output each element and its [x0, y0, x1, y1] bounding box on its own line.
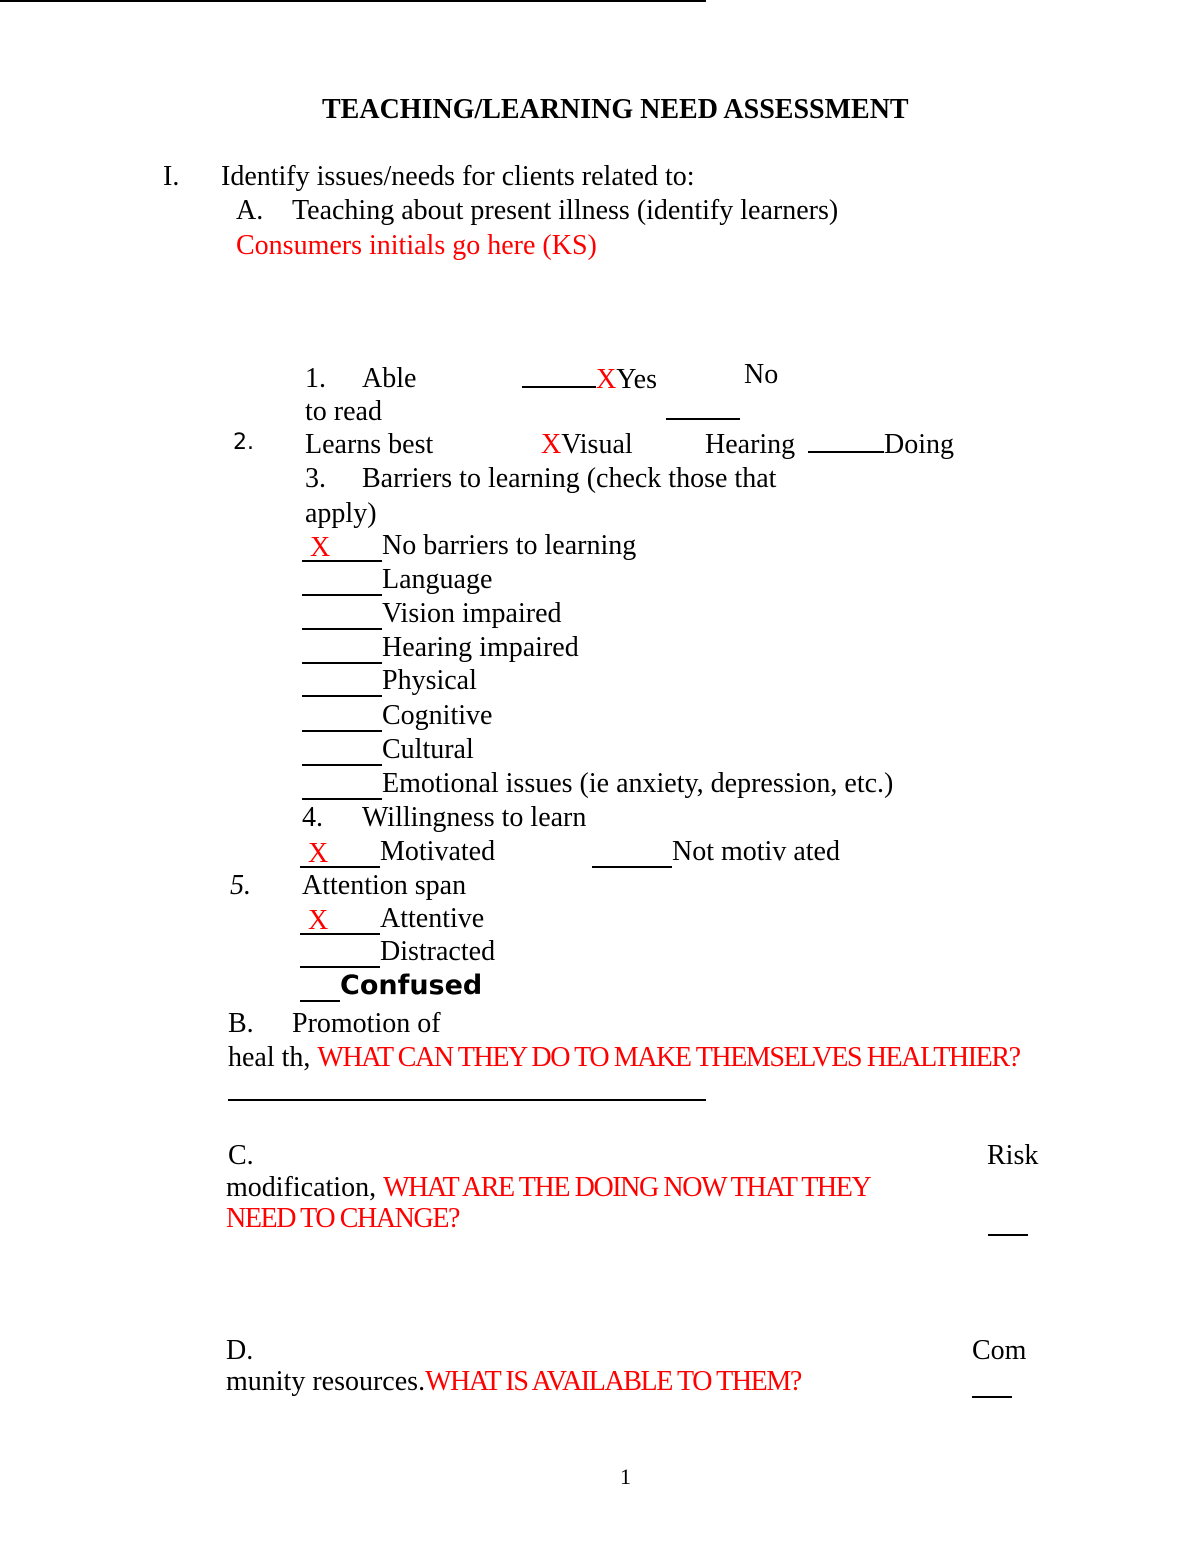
q2-doing-option: [808, 431, 954, 459]
part-d-answer-blank[interactable]: [972, 1368, 1012, 1398]
q5-attentive-label: Attentive: [380, 903, 485, 934]
q2-doing-label: Doing: [884, 429, 954, 460]
q2-hearing-label: Hearing: [705, 429, 796, 460]
q2-doing-blank[interactable]: [808, 451, 884, 453]
q2-number: 2.: [233, 430, 254, 455]
q1-label: Able: [362, 363, 417, 394]
q4-check-mark: X: [308, 838, 329, 869]
q4-motivated-label: Motivated: [380, 836, 496, 867]
barrier-label: Emotional issues (ie anxiety, depression, etc.): [382, 768, 894, 799]
q4-motivated-option: [300, 838, 495, 868]
q4-not-motivated-option: [592, 838, 840, 868]
part-c-heading: Risk: [987, 1140, 1039, 1171]
page-title: TEACHING/LEARNING NEED ASSESSMENT: [322, 94, 909, 125]
barrier-blank[interactable]: [302, 532, 382, 562]
q1-yes-option: [522, 366, 657, 394]
q4-number: 4.: [302, 802, 323, 833]
barrier-option: [302, 667, 477, 697]
part-b-heading: Promotion of: [292, 1008, 441, 1039]
barrier-blank[interactable]: [302, 736, 382, 766]
q4-not-motivated-label: Not motiv ated: [672, 836, 840, 867]
section-heading: Identify issues/needs for clients related to:: [221, 161, 695, 192]
part-b-answer-line[interactable]: [228, 1099, 706, 1101]
q5-label: Attention span: [302, 870, 467, 901]
barrier-label: Hearing impaired: [382, 632, 579, 663]
page-number: 1: [620, 1464, 631, 1489]
q3-label-cont: apply): [305, 498, 377, 529]
part-b-question: WHAT CAN THEY DO TO MAKE THEMSELVES HEALTHIER?: [317, 1042, 1020, 1073]
part-c-question-cont: NEED TO CHANGE?: [226, 1203, 460, 1234]
barrier-option: [302, 736, 474, 766]
q3-label: Barriers to learning (check those that: [362, 463, 777, 494]
part-c-label: modification,: [226, 1172, 377, 1203]
q2-check-mark: X: [541, 429, 562, 460]
q1-yes-blank[interactable]: [522, 386, 596, 388]
barrier-blank[interactable]: [302, 770, 382, 800]
part-b-label: heal th,: [228, 1042, 311, 1073]
q1-check-mark: X: [596, 364, 617, 395]
barrier-label: No barriers to learning: [382, 530, 637, 561]
barrier-option: [302, 634, 579, 664]
barrier-option: [302, 702, 492, 732]
barrier-label: Language: [382, 564, 493, 595]
q1-no-blank[interactable]: [666, 418, 740, 420]
part-d-letter: D.: [226, 1335, 254, 1366]
q5-confused-blank[interactable]: [300, 972, 340, 1002]
q5-attentive-blank[interactable]: [300, 905, 380, 935]
barrier-label: Vision impaired: [382, 598, 562, 629]
barrier-check-mark: X: [310, 532, 331, 563]
q5-confused-option: [300, 972, 482, 1002]
section-numeral: I.: [163, 161, 180, 192]
part-c-heading-cont: [226, 1174, 870, 1202]
q1-yes-label: Yes: [616, 364, 657, 395]
part-d-answer: [972, 1368, 1012, 1398]
q1-number: 1.: [305, 363, 326, 394]
barrier-option: [302, 600, 562, 630]
part-d-heading: Com: [972, 1335, 1027, 1366]
q4-label: Willingness to learn: [362, 802, 587, 833]
part-a-heading: Teaching about present illness (identify learners): [292, 195, 839, 226]
part-b-letter: B.: [228, 1008, 254, 1039]
q1-no-label: No: [744, 359, 779, 390]
part-d-question: WHAT IS AVAILABLE TO THEM?: [425, 1366, 801, 1397]
barrier-option: [302, 532, 636, 562]
barrier-blank[interactable]: [302, 702, 382, 732]
barrier-option: [302, 566, 492, 596]
q5-distracted-blank[interactable]: [300, 938, 380, 968]
q1-label-cont: to read: [305, 396, 382, 427]
barrier-label: Cognitive: [382, 700, 493, 731]
barrier-label: Physical: [382, 665, 477, 696]
barrier-option: [302, 770, 893, 800]
part-c-answer-blank[interactable]: [988, 1206, 1028, 1236]
part-a-letter: A.: [236, 195, 264, 226]
q1-no-option: [666, 398, 740, 426]
part-c-answer: [988, 1206, 1028, 1236]
consumer-initials-note: Consumers initials go here (KS): [236, 230, 597, 261]
barrier-blank[interactable]: [302, 634, 382, 664]
part-c-letter: C.: [228, 1140, 254, 1171]
part-d-label: munity resources.: [226, 1366, 426, 1397]
q4-motivated-blank[interactable]: [300, 838, 380, 868]
q5-attentive-option: [300, 905, 484, 935]
q2-visual-option: [541, 431, 633, 459]
barrier-blank[interactable]: [302, 600, 382, 630]
part-c-question: WHAT ARE THE DOING NOW THAT THEY: [383, 1172, 871, 1203]
barrier-label: Cultural: [382, 734, 474, 765]
q2-visual-label: Visual: [561, 429, 633, 460]
q5-confused-label: Confused: [340, 970, 483, 1001]
q5-distracted-option: [300, 938, 495, 968]
part-d-heading-cont: [226, 1368, 801, 1396]
part-b-heading-cont: [228, 1044, 1020, 1072]
barrier-blank[interactable]: [302, 566, 382, 596]
q3-number: 3.: [305, 463, 326, 494]
q5-number: 5.: [230, 870, 251, 901]
q4-not-motivated-blank[interactable]: [592, 838, 672, 868]
top-rule: [0, 0, 706, 2]
q5-check-mark: X: [308, 905, 329, 936]
q2-label: Learns best: [305, 429, 434, 460]
q5-distracted-label: Distracted: [380, 936, 496, 967]
barrier-blank[interactable]: [302, 667, 382, 697]
